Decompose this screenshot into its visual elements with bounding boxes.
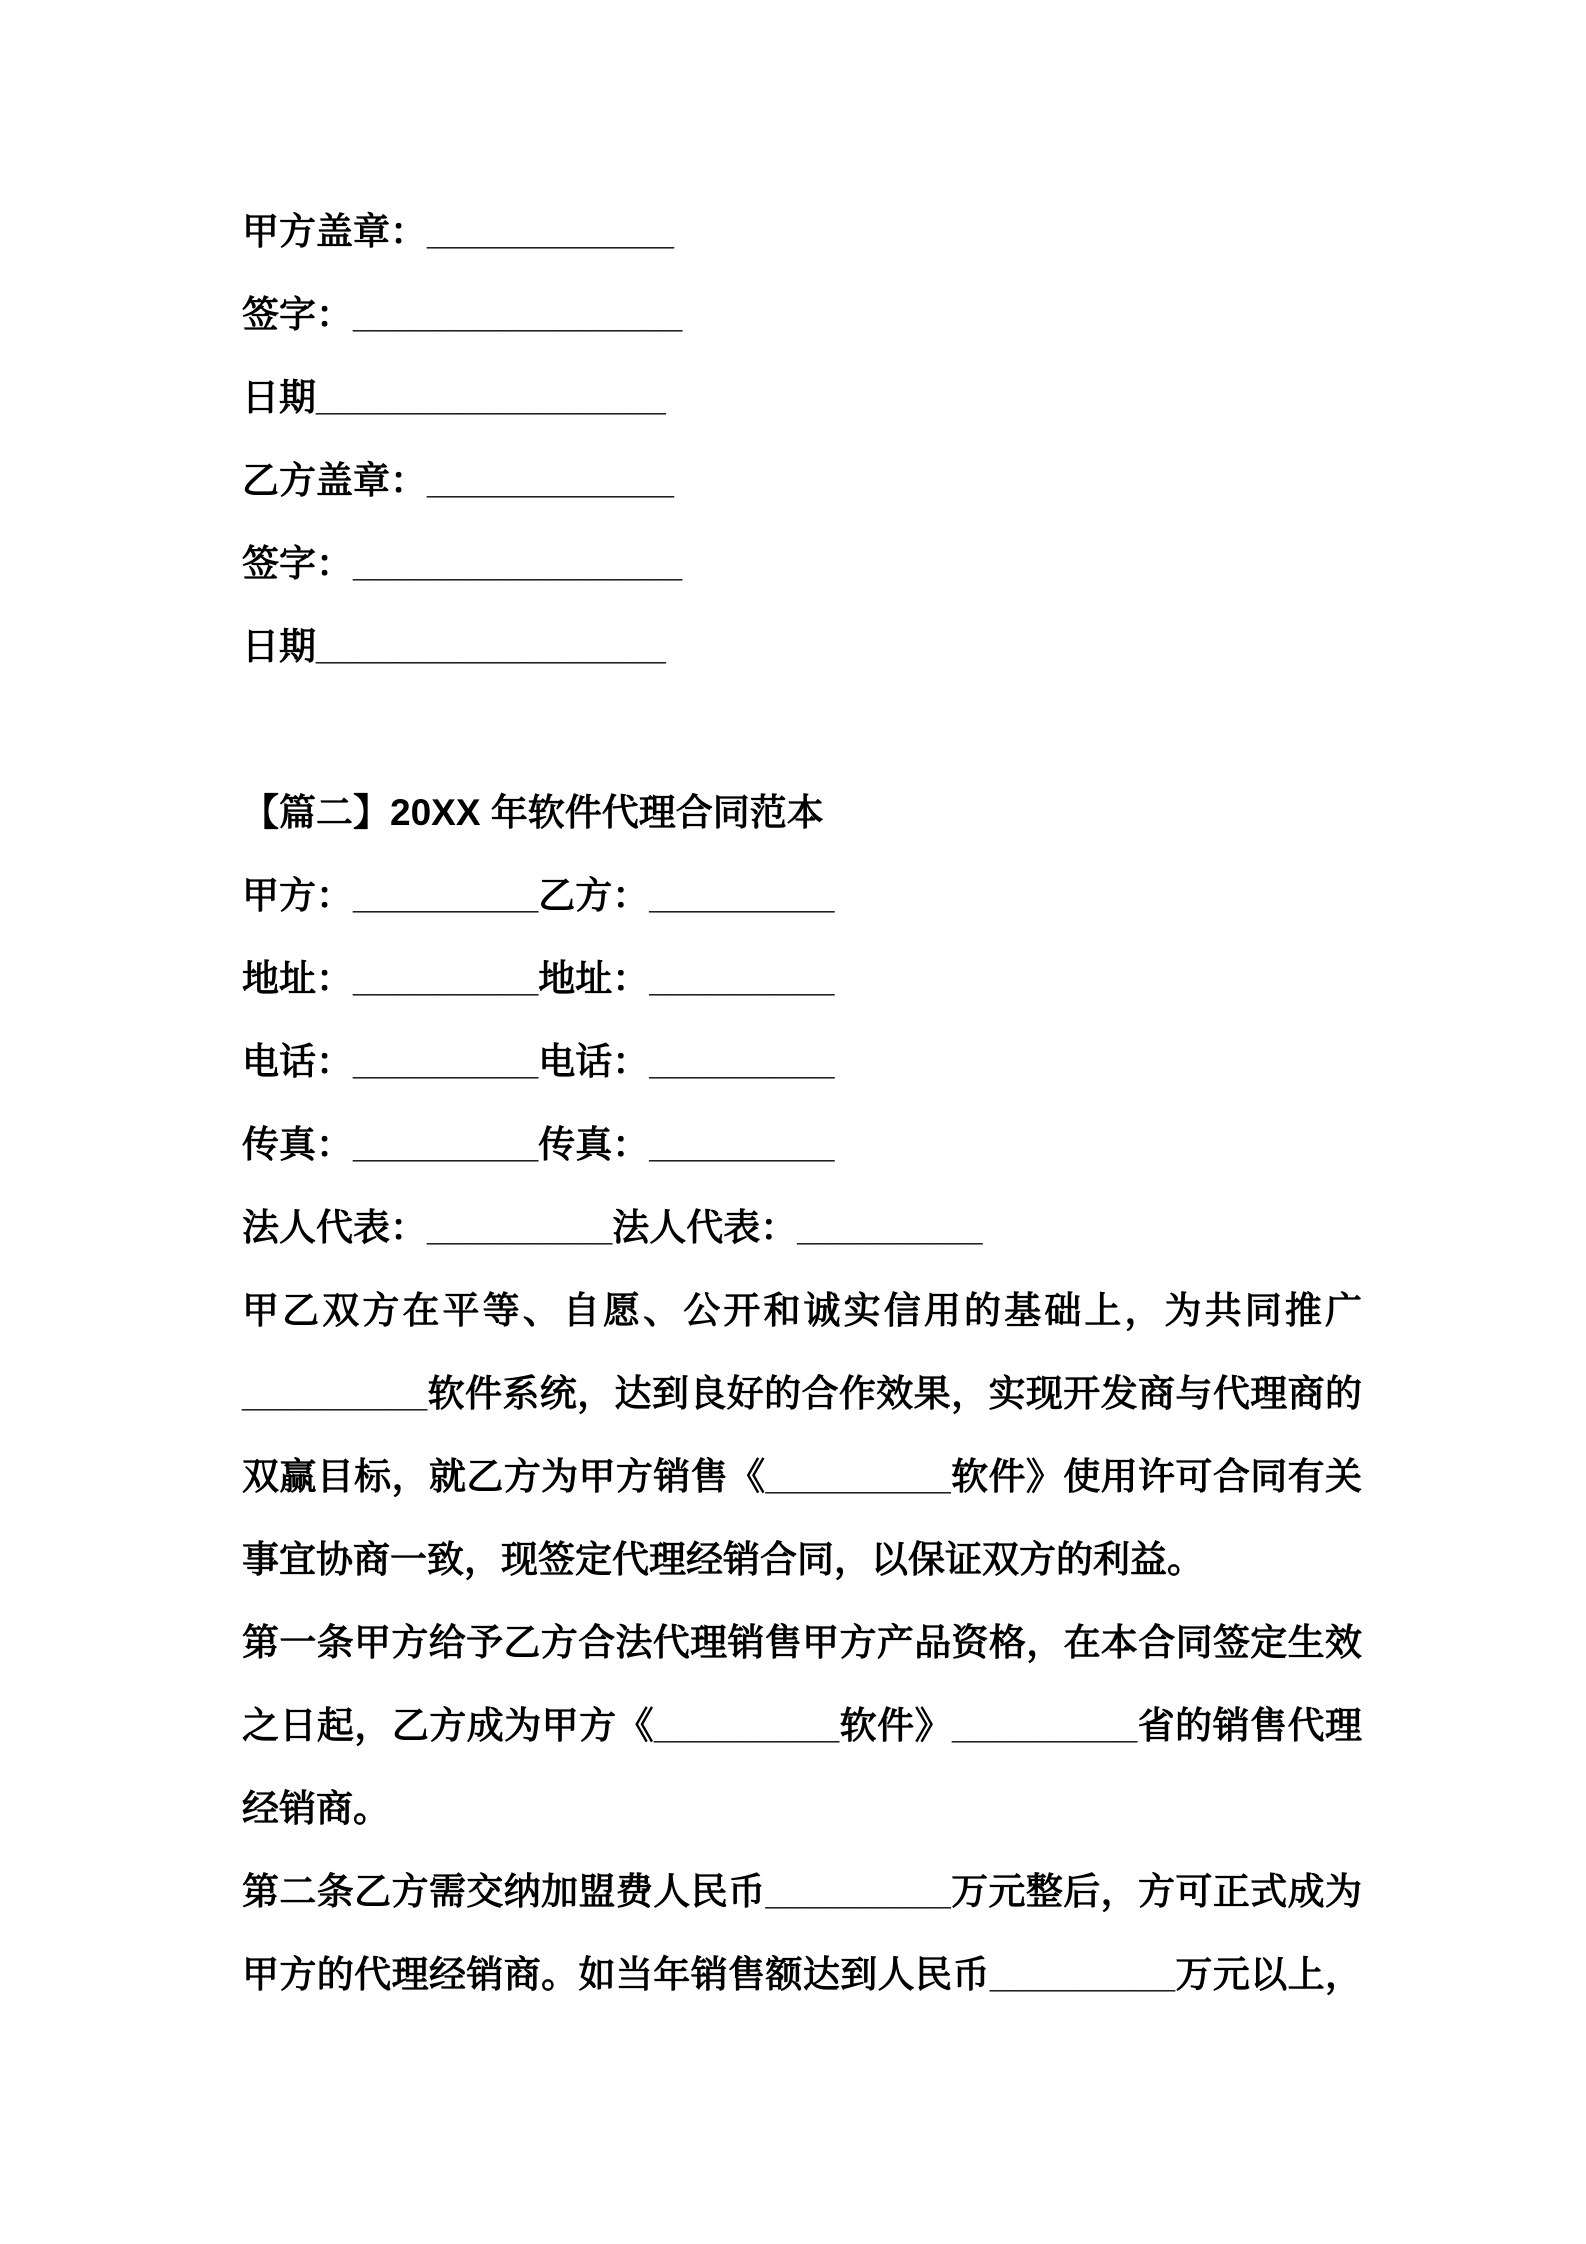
clause-1-line-2: 之日起，乙方成为甲方《_________软件》_________省的销售代理 <box>242 1705 1362 1746</box>
phone-row: 电话：_________电话：_________ <box>242 1041 835 1082</box>
party-a-seal-line: 甲方盖章：____________ <box>242 211 674 252</box>
party-b-seal-line: 乙方盖章：____________ <box>242 460 674 501</box>
clause-1-line-3: 经销商。 <box>242 1788 390 1829</box>
preamble-line-2: _________软件系统，达到良好的合作效果，实现开发商与代理商的 <box>242 1373 1362 1414</box>
preamble-line-1: 甲乙双方在平等、自愿、公开和诚实信用的基础上，为共同推广 <box>242 1290 1362 1331</box>
party-b-date-line: 日期_________________ <box>242 626 666 667</box>
party-b-sign-line: 签字：________________ <box>242 543 683 584</box>
party-names-row: 甲方：_________乙方：_________ <box>242 875 835 916</box>
party-a-sign-line: 签字：________________ <box>242 294 683 335</box>
clause-2-line-1: 第二条乙方需交纳加盟费人民币_________万元整后，方可正式成为 <box>242 1871 1362 1912</box>
party-a-date-line: 日期_________________ <box>242 377 666 418</box>
clause-2-line-2: 甲方的代理经销商。如当年销售额达到人民币_________万元以上， <box>242 1954 1362 1995</box>
section-2-heading: 【篇二】20XX 年软件代理合同范本 <box>242 792 824 833</box>
address-row: 地址：_________地址：_________ <box>242 958 835 999</box>
legal-representative-row: 法人代表：_________法人代表：_________ <box>242 1207 983 1248</box>
preamble-line-3: 双赢目标，就乙方为甲方销售《_________软件》使用许可合同有关 <box>242 1456 1362 1497</box>
clause-1-line-1: 第一条甲方给予乙方合法代理销售甲方产品资格，在本合同签定生效 <box>242 1622 1362 1663</box>
preamble-line-4: 事宜协商一致，现签定代理经销合同，以保证双方的利益。 <box>242 1539 1204 1580</box>
fax-row: 传真：_________传真：_________ <box>242 1124 835 1165</box>
